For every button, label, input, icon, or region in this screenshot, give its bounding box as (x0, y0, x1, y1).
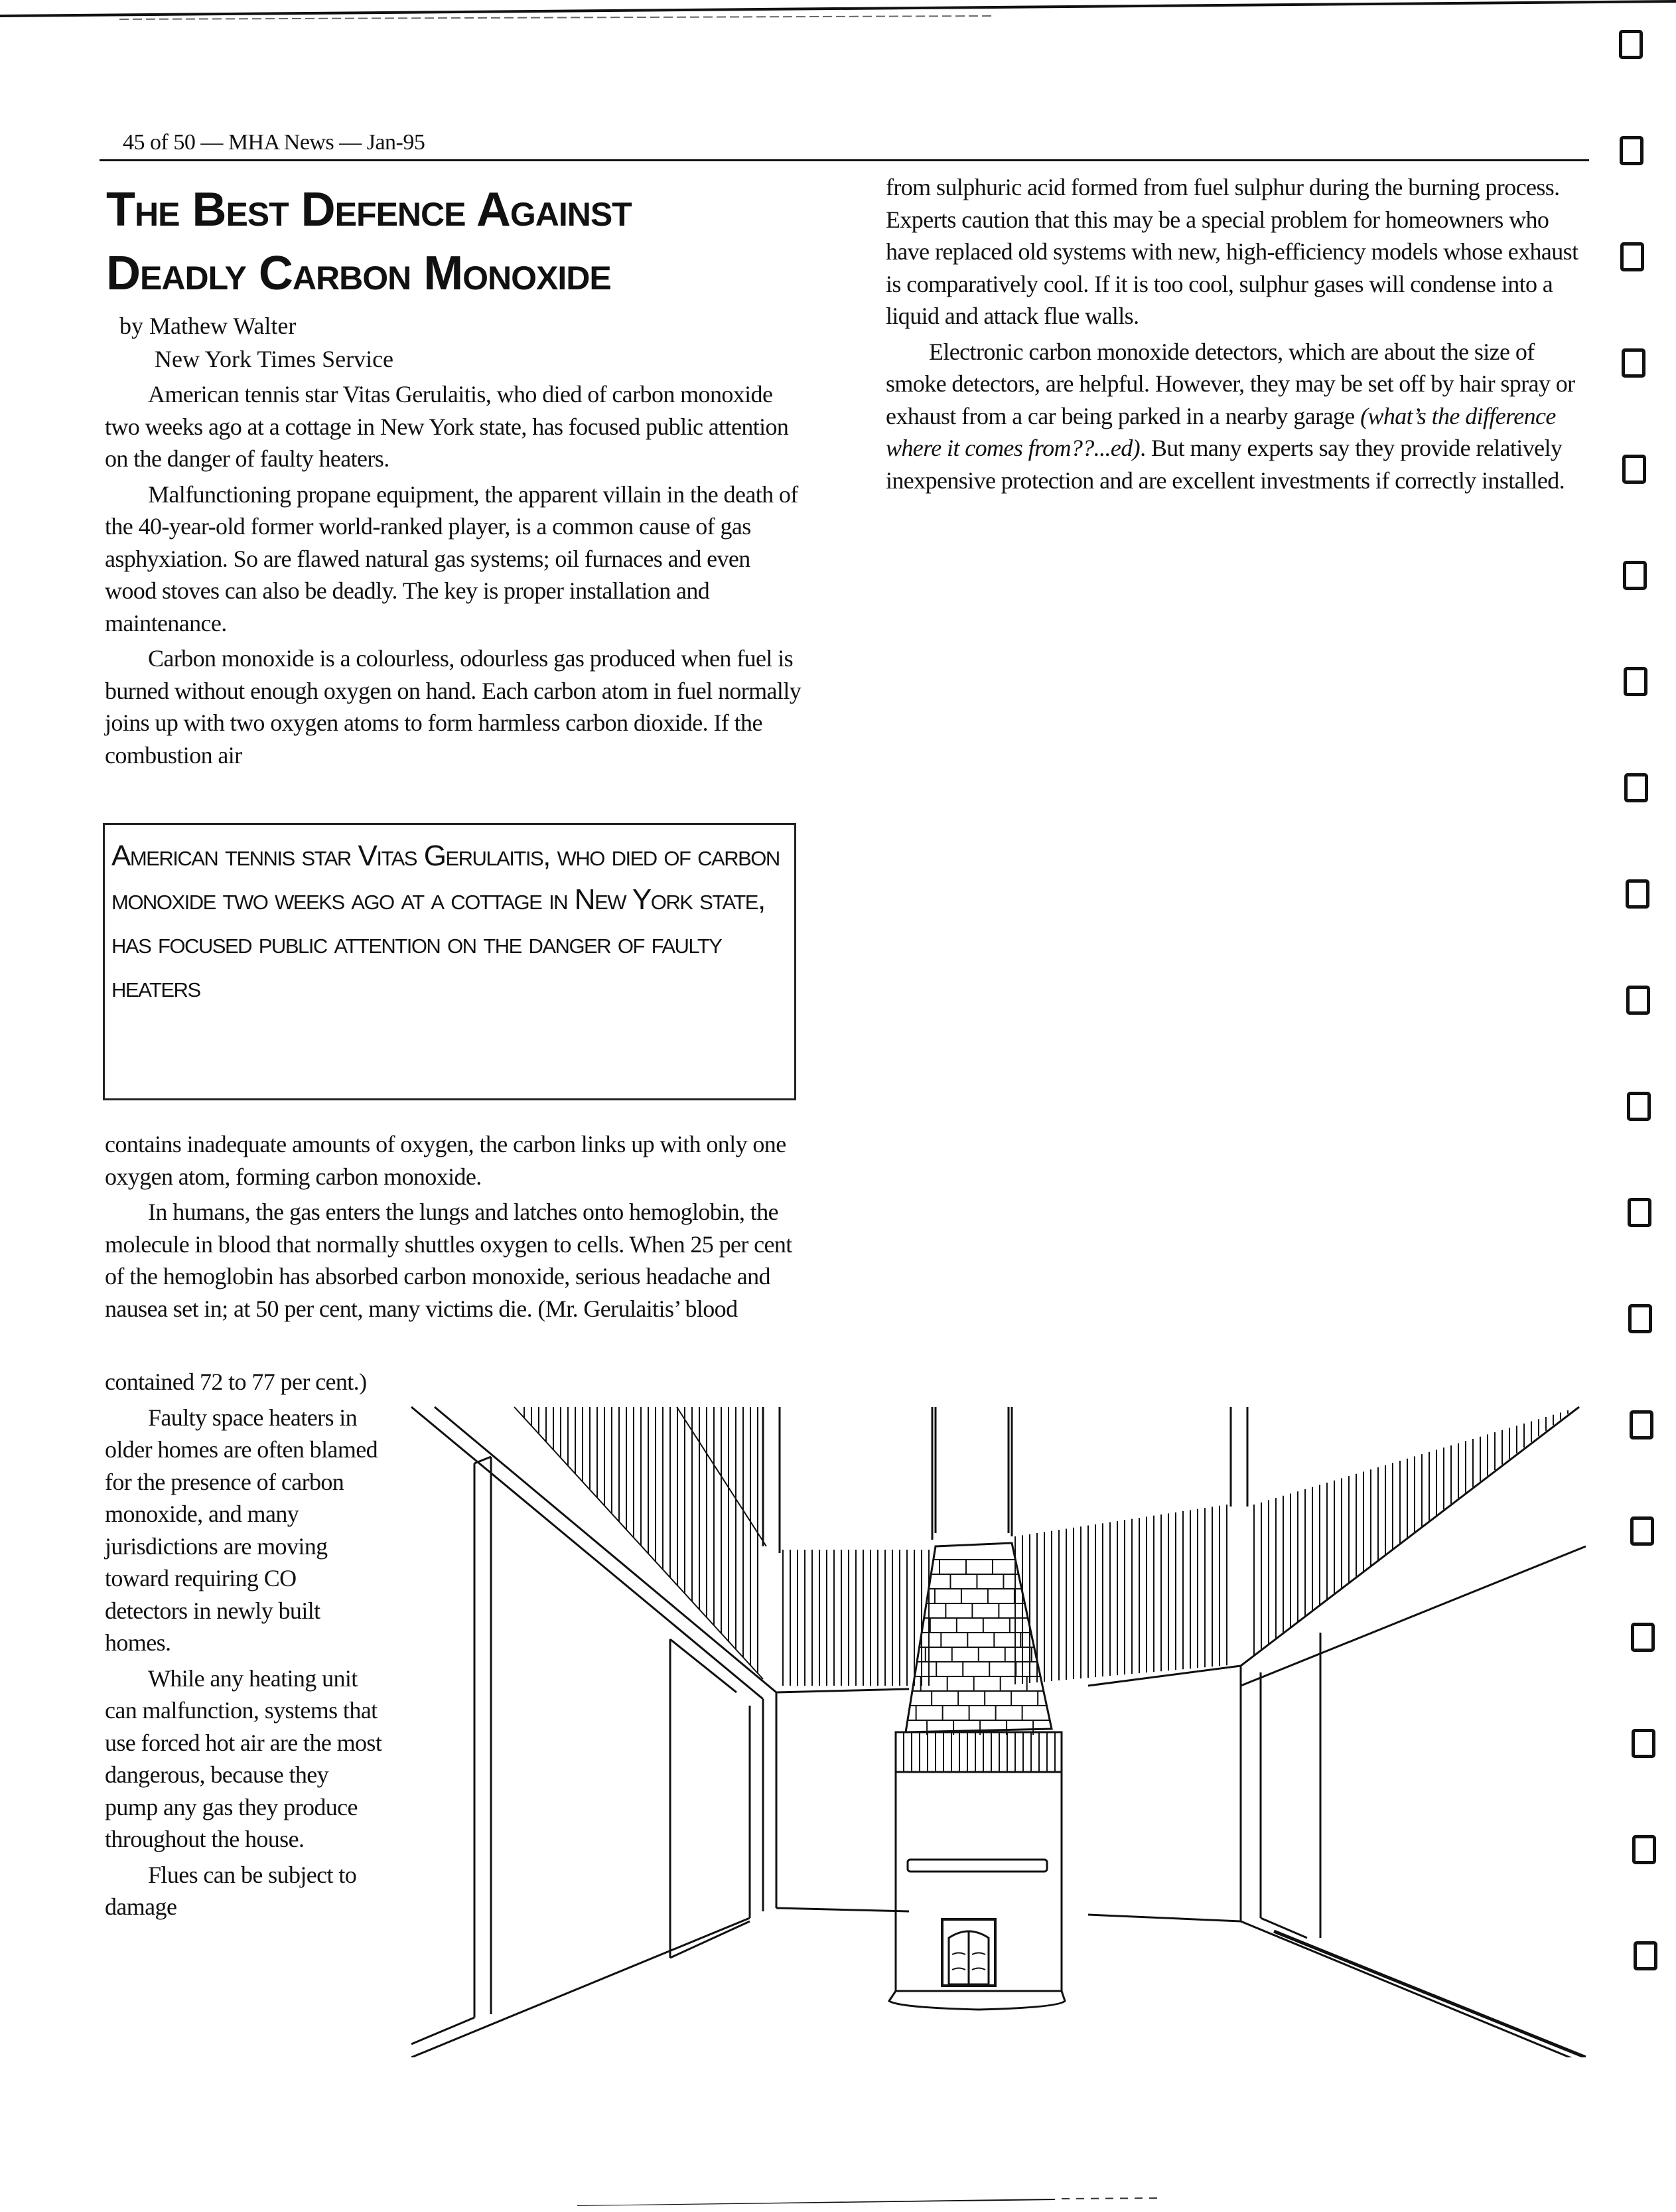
paragraph: Carbon monoxide is a colourless, odourless gas produced when fuel is burned without enough oxygen on hand. Each carbon atom in fuel normally joins up with two oxygen atoms to form harmless carbon dioxide. If the combustion air (105, 645, 802, 769)
paragraph: Faulty space heaters in older homes are often blamed for the presence of carbon monoxide, and many jurisdictions are moving toward requiring CO detectors in newly built homes. (105, 1404, 378, 1656)
paragraph: Flues can be subject to damage (105, 1861, 357, 1920)
punch-hole (1634, 1941, 1657, 1970)
fireplace (889, 1732, 1065, 2010)
headline-line-1: The Best Defence Against (106, 183, 632, 236)
punch-hole (1630, 1516, 1654, 1546)
paragraph: In humans, the gas enters the lungs and latches onto hemoglobin, the molecule in blood that normally shuttles oxygen to cells. When 25 per cent of the hemoglobin has absorbed carbon monoxide, serious headache and nausea set in; at 50 per cent, many victims die. (Mr. Gerulaitis’ blood (105, 1199, 792, 1322)
paragraph: American tennis star Vitas Gerulaitis, who died of carbon monoxide two weeks ago at a cottage in New York state, has focused public attention on the danger of faulty heaters. (105, 381, 789, 472)
room-fireplace-illustration (405, 1400, 1586, 2057)
punch-hole (1630, 1410, 1653, 1439)
right-column (886, 171, 1582, 500)
punch-hole (1626, 879, 1649, 909)
punch-hole (1622, 348, 1645, 378)
punch-hole (1632, 1835, 1656, 1864)
paragraph: from sulphuric acid formed from fuel sulphur during the burning process. Experts caution that this may be a special problem for homeowners who have replaced old systems with new, high-efficiency models whose exhaust is comparatively cool. If it is too cool, sulphur gases will condense into a liquid and attack flue walls. (886, 174, 1578, 329)
byline-service: New York Times Service (155, 346, 394, 372)
right-wall (1241, 1407, 1586, 2057)
paragraph: contains inadequate amounts of oxygen, the carbon links up with only one oxygen atom, forming carbon monoxide. (105, 1131, 786, 1190)
punch-hole (1620, 136, 1643, 165)
paragraph (886, 336, 1582, 497)
scan-edge-top (0, 0, 1676, 20)
paragraph: contained 72 to 77 per cent.) (105, 1368, 367, 1395)
paragraph-text: Electronic carbon monoxide detectors, which are about the size of smoke detectors, are helpful. However, they may be set off by hair spray or exhaust from a car being parked in a nearby garage (886, 338, 1575, 429)
punch-hole (1626, 986, 1650, 1015)
punch-hole (1631, 1623, 1655, 1652)
punch-hole (1632, 1729, 1655, 1758)
punch-hole (1627, 1092, 1651, 1121)
running-head: 45 of 50 — MHA News — Jan-95 (123, 130, 425, 155)
left-column-top (105, 378, 802, 774)
pull-quote-text: American tennis star Vitas Gerulaitis, who died of carbon monoxide two weeks ago at a cottage in New York state, has focused public attention on the danger of faulty heaters (111, 840, 780, 1003)
paragraph-text: . But many experts say they provide relatively inexpensive protection and are excellent investments if correctly installed. (886, 435, 1565, 494)
punch-hole (1619, 30, 1643, 59)
punch-hole (1628, 1304, 1652, 1333)
left-column-bottom (105, 1366, 384, 1927)
scan-edge-bottom (577, 2197, 1161, 2206)
back-railing-balusters (783, 1408, 1575, 1686)
punch-hole (1624, 773, 1648, 802)
binder-punch-holes (1612, 0, 1676, 2212)
editor-note: (what’s the difference where it comes from??...ed) (886, 402, 1556, 461)
punch-hole (1623, 561, 1647, 590)
left-railing-balusters (524, 1407, 758, 1673)
paragraph: Malfunctioning propane equipment, the apparent villain in the death of the 40-year-old former world-ranked player, is a common cause of gas asphyxiation. So are flawed natural gas systems; oil furnaces and even wood stoves can also be deadly. The key is proper installation and maintenance. (105, 480, 798, 636)
paragraph: While any heating unit can malfunction, systems that use forced hot air are the most dangerous, because they pump any gas they produce throughout the house. (105, 1664, 382, 1852)
byline: by Mathew Walter (119, 313, 297, 339)
punch-hole (1622, 455, 1646, 484)
headline-line-2: Deadly Carbon Monoxide (106, 247, 611, 300)
punch-hole (1628, 1198, 1651, 1227)
left-column-middle (105, 1128, 802, 1328)
pull-quote-box (103, 823, 796, 1100)
header-rule (100, 159, 1589, 161)
back-wall (763, 1407, 1247, 1921)
punch-hole (1624, 667, 1647, 696)
article-headline (106, 178, 809, 305)
punch-hole (1620, 242, 1644, 271)
